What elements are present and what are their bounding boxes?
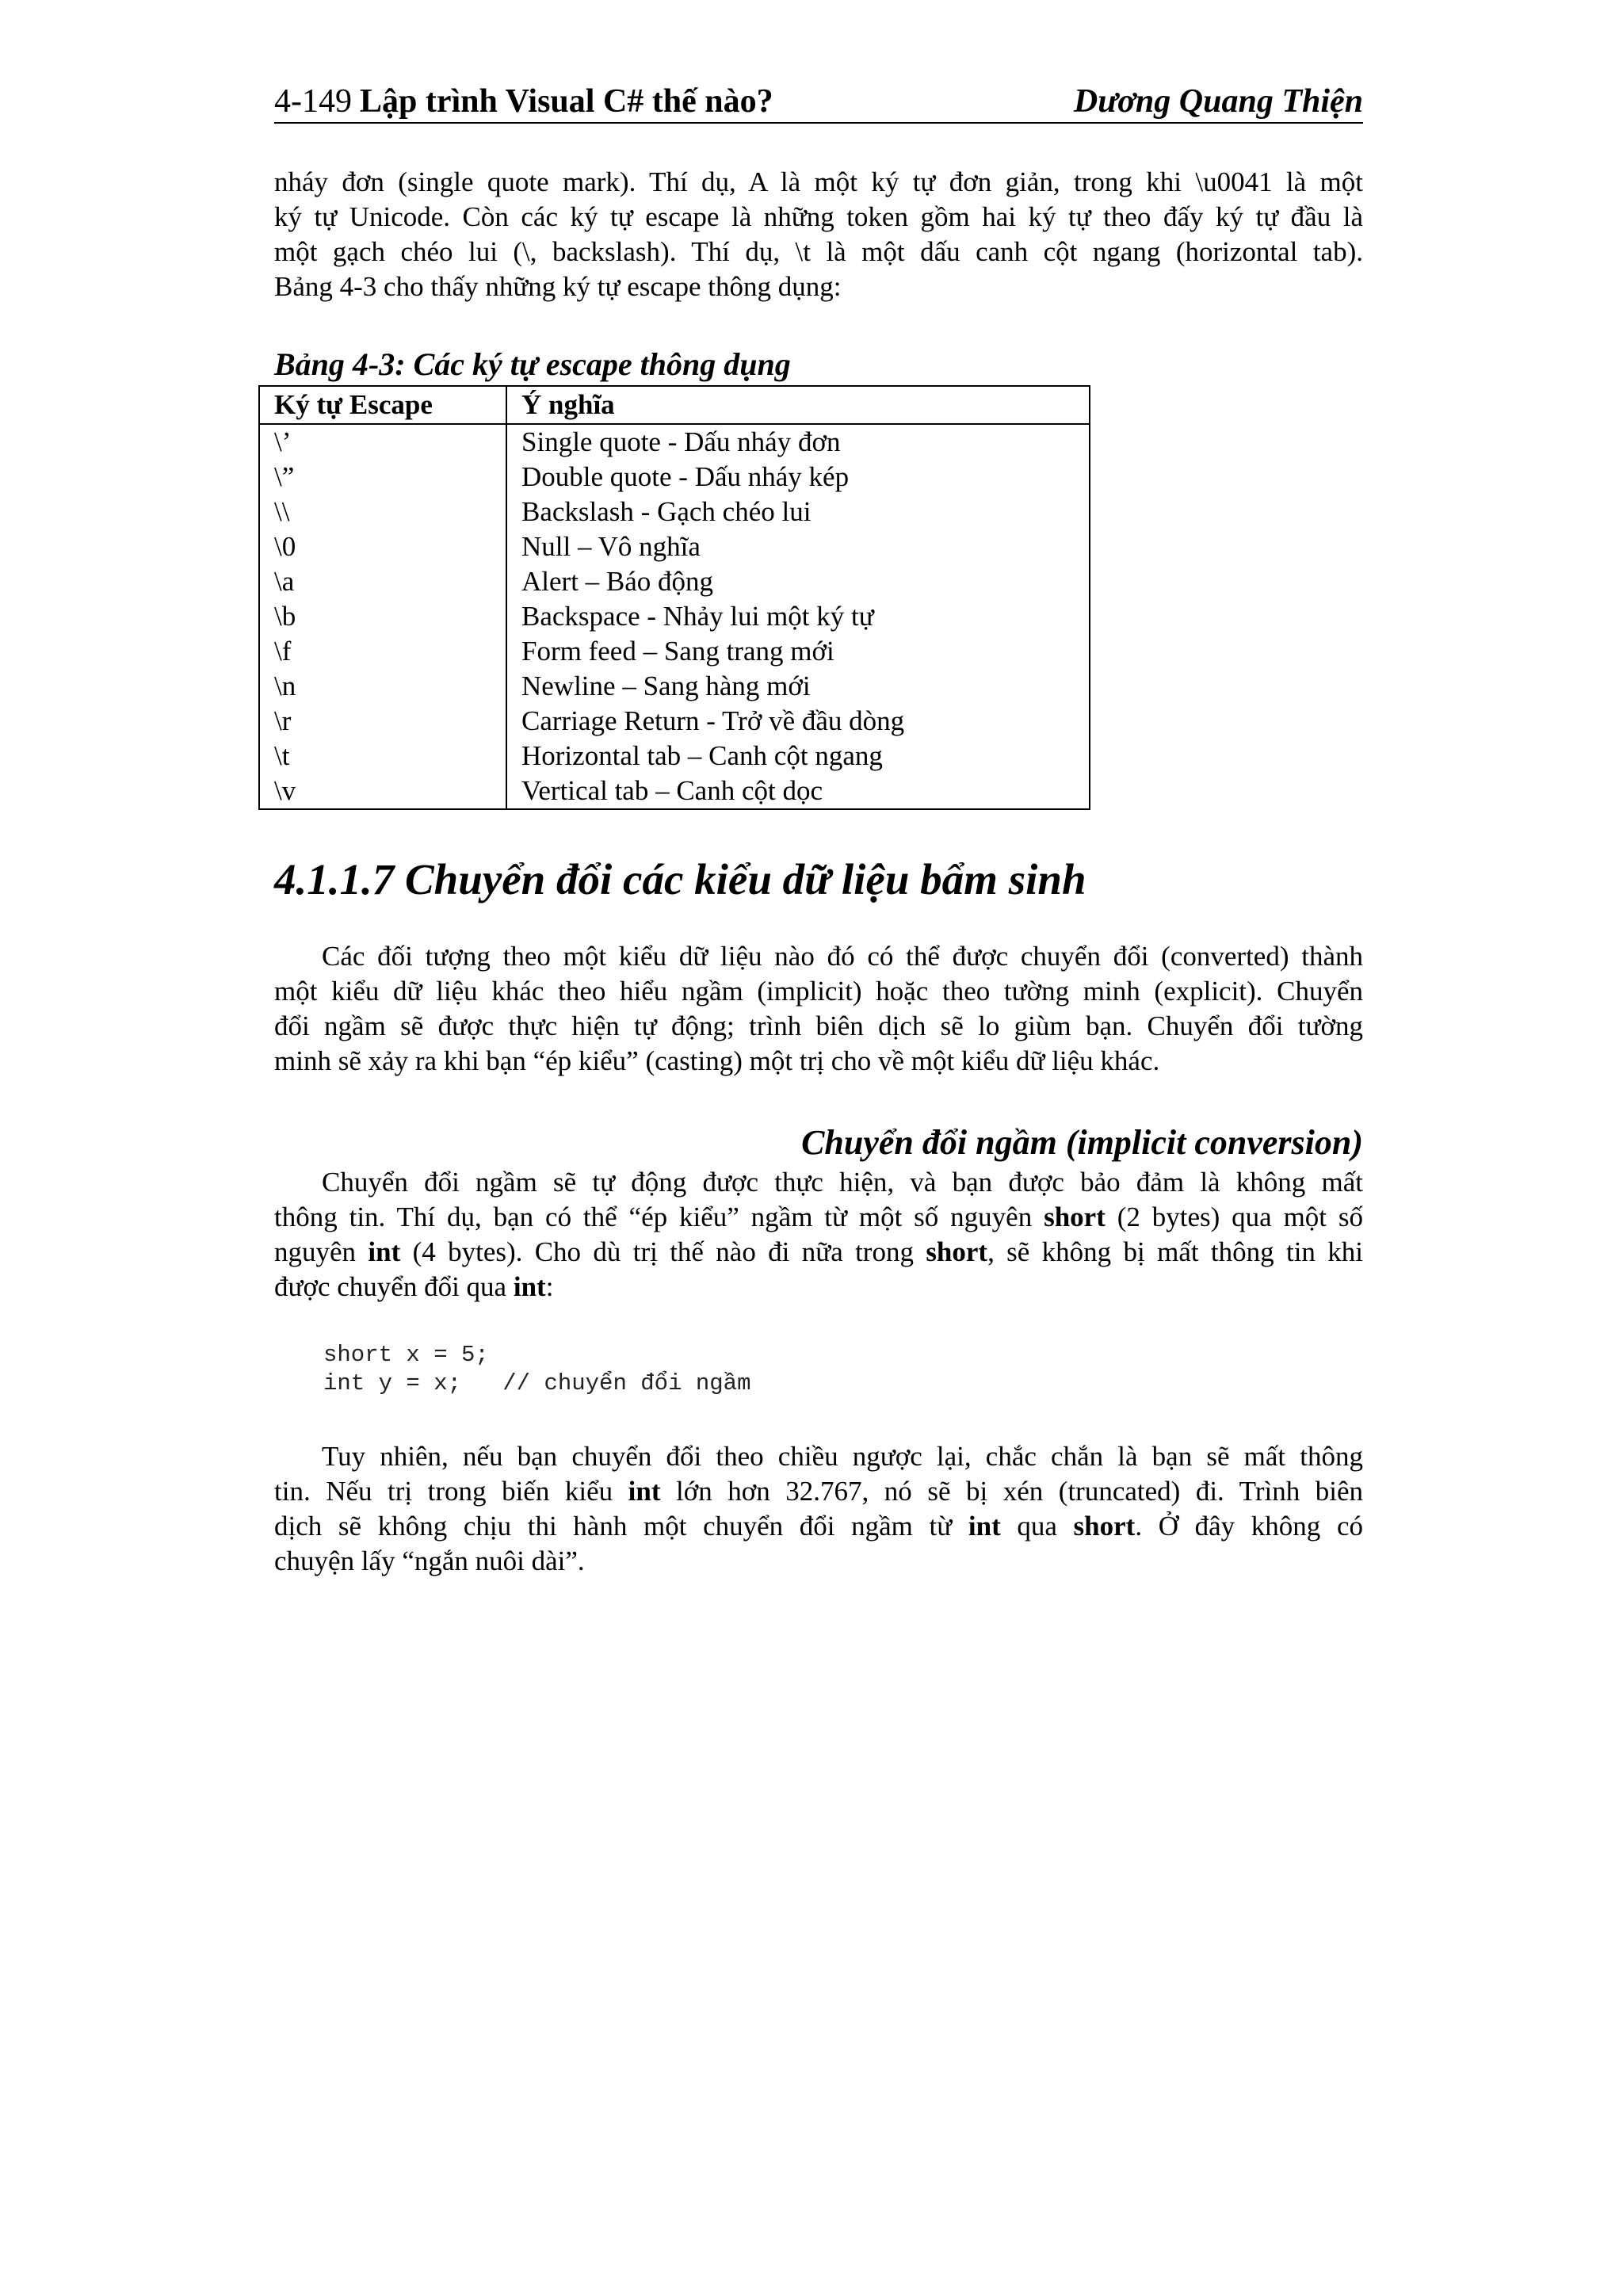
- section-heading: 4.1.1.7 Chuyển đổi các kiểu dữ liệu bẩm sinh: [274, 855, 1086, 904]
- escape-meaning: Null – Vô nghĩa: [506, 529, 1090, 564]
- text-run: thông tin. Thí dụ, bạn có thể “ép kiểu” ngầm từ một số nguyên: [274, 1201, 1044, 1232]
- header-left: [274, 82, 773, 120]
- text-run: tin. Nếu trị trong biến kiểu: [274, 1476, 628, 1507]
- escape-char: \”: [259, 460, 506, 495]
- column-header: Ký tự Escape: [259, 386, 506, 424]
- table-row: [259, 669, 1090, 704]
- closing-line: [274, 1544, 1363, 1579]
- escape-char: \a: [259, 564, 506, 599]
- table-caption: Bảng 4-3: Các ký tự escape thông dụng: [274, 346, 791, 382]
- author-name: Dương Quang Thiện: [1073, 83, 1363, 120]
- table-header-row: [259, 386, 1090, 424]
- text-run: lớn hơn 32.767, nó sẽ bị xén (truncated) đi. Trình biên: [660, 1476, 1363, 1507]
- implicit-line: [274, 1200, 1363, 1235]
- closing-line: [274, 1509, 1363, 1544]
- escape-char: \t: [259, 739, 506, 774]
- section-line: Các đối tượng theo một kiểu dữ liệu nào đó có thể được chuyển đổi (converted) thành: [322, 941, 1363, 972]
- table-row: [259, 704, 1090, 739]
- table-row: [259, 529, 1090, 564]
- escape-meaning: Carriage Return - Trở về đầu dòng: [506, 704, 1090, 739]
- escape-char: \’: [259, 424, 506, 460]
- intro-line: một gạch chéo lui (\, backslash). Thí dụ, \t là một dấu canh cột ngang (horizontal tab).: [274, 236, 1363, 267]
- keyword-short: short: [926, 1236, 988, 1267]
- text-run: , sẽ không bị mất thông tin khi: [987, 1236, 1363, 1267]
- intro-paragraph: [274, 165, 1363, 304]
- book-title: Lập trình Visual C# thế nào?: [360, 83, 773, 120]
- text-run: chuyện lấy “ngắn nuôi dài”.: [274, 1545, 585, 1576]
- escape-char: \f: [259, 634, 506, 669]
- intro-line: ký tự Unicode. Còn các ký tự escape là những token gồm hai ký tự theo đấy ký tự đầu là: [274, 201, 1363, 232]
- table-row: [259, 460, 1090, 495]
- keyword-int: int: [513, 1271, 546, 1302]
- implicit-line: [274, 1165, 1363, 1200]
- escape-char: \0: [259, 529, 506, 564]
- escape-meaning: Alert – Báo động: [506, 564, 1090, 599]
- closing-line: [274, 1474, 1363, 1509]
- table-row: [259, 774, 1090, 809]
- table-row: [259, 739, 1090, 774]
- text-run: Tuy nhiên, nếu bạn chuyển đổi theo chiều ngược lại, chắc chắn là bạn sẽ mất thông: [322, 1441, 1363, 1472]
- table-row: [259, 564, 1090, 599]
- table-row: [259, 634, 1090, 669]
- keyword-short: short: [1044, 1201, 1106, 1232]
- intro-line: nháy đơn (single quote mark). Thí dụ, A là một ký tự đơn giản, trong khi \u0041 là một: [274, 166, 1363, 197]
- implicit-paragraph: [274, 1165, 1363, 1305]
- escape-meaning: Vertical tab – Canh cột dọc: [506, 774, 1090, 809]
- page-header: [274, 74, 1363, 124]
- escape-char: \n: [259, 669, 506, 704]
- text-run: nguyên: [274, 1236, 369, 1267]
- escape-char: \\: [259, 495, 506, 529]
- text-run: Chuyển đổi ngầm sẽ tự động được thực hiện, và bạn được bảo đảm là không mất: [322, 1167, 1363, 1198]
- table-row: [259, 495, 1090, 529]
- keyword-short: short: [1073, 1511, 1136, 1541]
- code-line: int y = x; // chuyển đổi ngầm: [323, 1370, 751, 1396]
- escape-meaning: Horizontal tab – Canh cột ngang: [506, 739, 1090, 774]
- section-line: đổi ngầm sẽ được thực hiện tự động; trình biên dịch sẽ lo giùm bạn. Chuyển đổi tường: [274, 1010, 1363, 1041]
- text-run: qua: [1000, 1511, 1074, 1541]
- closing-paragraph: [274, 1439, 1363, 1579]
- text-run: dịch sẽ không chịu thi hành một chuyển đổi ngầm từ: [274, 1511, 968, 1541]
- page-number: 4-149: [274, 83, 352, 120]
- closing-line: [274, 1439, 1363, 1474]
- escape-char: \r: [259, 704, 506, 739]
- intro-line: Bảng 4-3 cho thấy những ký tự escape thông dụng:: [274, 271, 842, 302]
- escape-meaning: Backslash - Gạch chéo lui: [506, 495, 1090, 529]
- escape-char: \b: [259, 599, 506, 634]
- code-block: [323, 1341, 751, 1398]
- column-header: Ý nghĩa: [506, 386, 1090, 424]
- code-line: short x = 5;: [323, 1342, 489, 1368]
- table-row: [259, 424, 1090, 460]
- table-row: [259, 599, 1090, 634]
- text-run: :: [545, 1271, 554, 1302]
- escape-meaning: Single quote - Dấu nháy đơn: [506, 424, 1090, 460]
- escape-char: \v: [259, 774, 506, 809]
- implicit-line: [274, 1270, 1363, 1305]
- section-line: một kiểu dữ liệu khác theo hiểu ngầm (implicit) hoặc theo tường minh (explicit). Chuyển: [274, 976, 1363, 1007]
- escape-table: [258, 385, 1090, 810]
- text-run: (2 bytes) qua một số: [1105, 1201, 1364, 1232]
- text-run: (4 bytes). Cho dù trị thế nào đi nữa trong: [400, 1236, 926, 1267]
- escape-meaning: Form feed – Sang trang mới: [506, 634, 1090, 669]
- subsection-heading: Chuyển đổi ngầm (implicit conversion): [801, 1123, 1363, 1162]
- keyword-int: int: [628, 1476, 661, 1507]
- keyword-int: int: [368, 1236, 401, 1267]
- escape-meaning: Backspace - Nhảy lui một ký tự: [506, 599, 1090, 634]
- escape-meaning: Newline – Sang hàng mới: [506, 669, 1090, 704]
- implicit-line: [274, 1235, 1363, 1270]
- keyword-int: int: [968, 1511, 1001, 1541]
- escape-meaning: Double quote - Dấu nháy kép: [506, 460, 1090, 495]
- text-run: . Ở đây không có: [1135, 1511, 1363, 1541]
- section-line: minh sẽ xảy ra khi bạn “ép kiểu” (casting) một trị cho về một kiểu dữ liệu khác.: [274, 1045, 1160, 1076]
- text-run: được chuyển đổi qua: [274, 1271, 514, 1302]
- section-paragraph: [274, 939, 1363, 1079]
